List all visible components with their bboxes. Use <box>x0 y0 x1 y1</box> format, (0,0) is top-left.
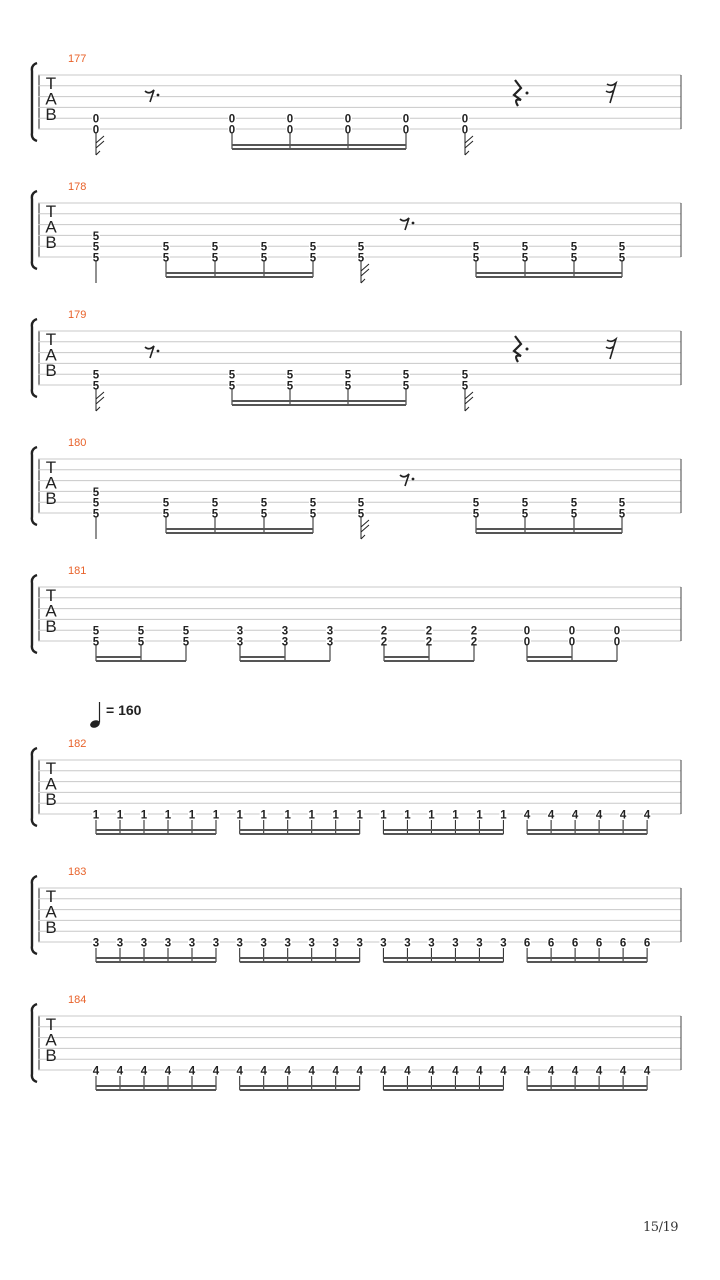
system-measure-177 <box>32 53 681 155</box>
fret-number: 5 <box>344 380 352 393</box>
fret-number: 3 <box>236 937 243 950</box>
fret-number: 1 <box>284 809 291 822</box>
fret-number: 5 <box>570 252 578 265</box>
fret-number: 5 <box>472 241 480 254</box>
rest-dot <box>526 348 529 351</box>
quarter-note-icon <box>89 702 101 729</box>
tab-clef-letter: B <box>45 790 57 809</box>
system-bracket <box>32 63 37 141</box>
note-slash <box>465 136 473 148</box>
fret-number: 4 <box>188 1065 196 1078</box>
fret-number: 0 <box>523 636 531 649</box>
fret-number: 1 <box>476 809 483 822</box>
fret-number: 5 <box>92 508 100 521</box>
fret-number: 2 <box>380 625 388 638</box>
note-slash <box>361 264 369 276</box>
system-measure-181 <box>32 565 681 661</box>
fret-number: 3 <box>188 937 196 950</box>
fret-number: 3 <box>281 636 289 649</box>
fret-number: 5 <box>137 636 145 649</box>
measure-number: 184 <box>68 994 87 1006</box>
note-slash <box>361 279 365 283</box>
fret-number: 4 <box>571 809 579 822</box>
fret-number: 5 <box>570 508 578 521</box>
fret-number: 2 <box>425 636 433 649</box>
fret-number: 5 <box>228 380 236 393</box>
fret-number: 4 <box>523 809 531 822</box>
tab-clef-letter: B <box>45 233 57 252</box>
fret-number: 5 <box>357 252 365 265</box>
fret-number: 5 <box>182 636 190 649</box>
fret-number: 3 <box>236 625 244 638</box>
system-bracket <box>32 1004 37 1082</box>
fret-number: 5 <box>286 369 294 382</box>
fret-number: 0 <box>613 636 621 649</box>
fret-number: 5 <box>618 252 626 265</box>
fret-number: 0 <box>613 625 621 638</box>
tab-clef-letter: A <box>45 89 57 109</box>
fret-number: 1 <box>404 809 411 822</box>
fret-number: 5 <box>162 508 170 521</box>
fret-number: 5 <box>211 497 219 510</box>
fret-number: 3 <box>284 937 291 950</box>
fret-number: 3 <box>164 937 172 950</box>
fret-number: 5 <box>570 241 578 254</box>
rest-dot <box>526 92 529 95</box>
note-slash <box>465 151 469 155</box>
fret-number: 1 <box>380 809 387 822</box>
tab-clef-letter: T <box>45 202 57 221</box>
fret-number: 5 <box>211 241 219 254</box>
fret-number: 4 <box>332 1065 339 1078</box>
fret-number: 3 <box>428 937 435 950</box>
fret-number: 1 <box>332 809 339 822</box>
fret-number: 4 <box>571 1065 579 1078</box>
fret-number: 0 <box>402 124 410 137</box>
note-slash <box>465 392 473 404</box>
tab-clef-letter: T <box>45 887 57 906</box>
tab-clef-letter: B <box>45 489 57 508</box>
fret-number: 5 <box>137 625 145 638</box>
fret-number: 5 <box>521 497 529 510</box>
fret-number: 0 <box>523 625 531 638</box>
tab-clef-letter: A <box>45 774 57 794</box>
system-bracket <box>32 748 37 826</box>
fret-number: 5 <box>521 508 529 521</box>
fret-number: 4 <box>308 1065 315 1078</box>
fret-number: 5 <box>92 380 100 393</box>
note-slash <box>96 392 104 404</box>
fret-number: 5 <box>472 252 480 265</box>
fret-number: 5 <box>162 241 170 254</box>
measure-number: 179 <box>68 309 87 321</box>
system-measure-179 <box>32 309 681 411</box>
fret-number: 5 <box>92 252 100 265</box>
rest-dot <box>412 222 415 225</box>
fret-number: 4 <box>92 1065 100 1078</box>
fret-number: 0 <box>286 124 294 137</box>
tab-clef-letter: B <box>45 105 57 124</box>
fret-number: 5 <box>461 369 469 382</box>
system-measure-184 <box>32 994 681 1090</box>
fret-number: 5 <box>618 508 626 521</box>
measure-number: 181 <box>68 565 87 577</box>
system-measure-178 <box>32 181 681 283</box>
note-slash <box>96 136 104 148</box>
fret-number: 0 <box>286 113 294 126</box>
fret-number: 5 <box>357 508 365 521</box>
fret-number: 1 <box>428 809 435 822</box>
tempo-marking <box>89 702 142 729</box>
page-number: 15/19 <box>643 1220 678 1235</box>
fret-number: 5 <box>162 252 170 265</box>
fret-number: 4 <box>500 1065 507 1078</box>
fret-number: 1 <box>164 809 172 822</box>
fret-number: 5 <box>92 241 100 254</box>
dotted-eighth-rest-icon <box>400 218 409 230</box>
fret-number: 0 <box>402 113 410 126</box>
fret-number: 5 <box>92 636 100 649</box>
fret-number: 5 <box>260 508 268 521</box>
measure-number: 180 <box>68 437 87 449</box>
fret-number: 4 <box>116 1065 124 1078</box>
fret-number: 3 <box>476 937 483 950</box>
fret-number: 1 <box>308 809 315 822</box>
fret-number: 1 <box>500 809 507 822</box>
dotted-eighth-rest-icon <box>145 346 154 358</box>
tab-clef-letter: A <box>45 902 57 922</box>
fret-number: 5 <box>228 369 236 382</box>
fret-number: 5 <box>521 241 529 254</box>
fret-number: 5 <box>309 497 317 510</box>
fret-number: 3 <box>452 937 459 950</box>
fret-number: 5 <box>92 497 100 510</box>
fret-number: 5 <box>92 369 100 382</box>
fret-number: 4 <box>212 1065 220 1078</box>
fret-number: 5 <box>260 241 268 254</box>
fret-number: 4 <box>595 1065 603 1078</box>
fret-number: 3 <box>380 937 387 950</box>
note-slash <box>361 535 365 539</box>
tab-clef-letter: A <box>45 217 57 237</box>
fret-number: 1 <box>116 809 124 822</box>
fret-number: 3 <box>236 636 244 649</box>
fret-number: 3 <box>281 625 289 638</box>
fret-number: 4 <box>284 1065 291 1078</box>
fret-number: 4 <box>356 1065 363 1078</box>
fret-number: 5 <box>570 497 578 510</box>
fret-number: 0 <box>461 113 469 126</box>
fret-number: 6 <box>619 937 627 950</box>
note-slash <box>96 407 100 411</box>
fret-number: 6 <box>571 937 579 950</box>
fret-number: 5 <box>521 252 529 265</box>
fret-number: 3 <box>260 937 267 950</box>
fret-number: 3 <box>326 636 334 649</box>
dotted-eighth-rest-icon <box>400 474 409 486</box>
fret-number: 4 <box>428 1065 435 1078</box>
fret-number: 4 <box>643 1065 651 1078</box>
rest-dot <box>157 94 160 97</box>
fret-number: 0 <box>344 124 352 137</box>
fret-number: 1 <box>92 809 100 822</box>
fret-number: 5 <box>92 625 100 638</box>
fret-number: 3 <box>500 937 507 950</box>
fret-number: 6 <box>643 937 651 950</box>
tempo-label: = 160 <box>106 702 142 718</box>
fret-number: 6 <box>523 937 531 950</box>
fret-number: 4 <box>619 1065 627 1078</box>
system-bracket <box>32 575 37 653</box>
fret-number: 0 <box>568 625 576 638</box>
fret-number: 4 <box>476 1065 483 1078</box>
fret-number: 5 <box>402 380 410 393</box>
system-measure-183 <box>32 866 681 962</box>
fret-number: 5 <box>162 497 170 510</box>
fret-number: 4 <box>547 809 555 822</box>
fret-number: 5 <box>211 508 219 521</box>
rest-dot <box>157 350 160 353</box>
fret-number: 4 <box>380 1065 387 1078</box>
tab-clef-letter: T <box>45 1015 57 1034</box>
note-slash <box>96 151 100 155</box>
fret-number: 3 <box>332 937 339 950</box>
fret-number: 0 <box>92 113 100 126</box>
fret-number: 5 <box>618 241 626 254</box>
tab-clef-letter: T <box>45 330 57 349</box>
fret-number: 5 <box>286 380 294 393</box>
fret-number: 2 <box>425 625 433 638</box>
fret-number: 4 <box>523 1065 531 1078</box>
fret-number: 5 <box>357 497 365 510</box>
fret-number: 1 <box>140 809 148 822</box>
tab-clef-letter: B <box>45 361 57 380</box>
fret-number: 5 <box>472 508 480 521</box>
fret-number: 3 <box>404 937 411 950</box>
fret-number: 1 <box>356 809 363 822</box>
fret-number: 0 <box>228 124 236 137</box>
fret-number: 5 <box>357 241 365 254</box>
fret-number: 0 <box>344 113 352 126</box>
measure-number: 177 <box>68 53 87 65</box>
fret-number: 6 <box>595 937 603 950</box>
note-slash <box>361 520 369 532</box>
fret-number: 4 <box>164 1065 172 1078</box>
fret-number: 4 <box>236 1065 243 1078</box>
dotted-quarter-rest-icon <box>514 336 521 362</box>
fret-number: 1 <box>452 809 459 822</box>
fret-number: 4 <box>140 1065 148 1078</box>
fret-number: 0 <box>228 113 236 126</box>
tab-clef-letter: B <box>45 918 57 937</box>
system-measure-182 <box>32 738 681 834</box>
fret-number: 1 <box>188 809 196 822</box>
dotted-eighth-rest-icon <box>145 90 154 102</box>
fret-number: 5 <box>344 369 352 382</box>
fret-number: 5 <box>309 252 317 265</box>
fret-number: 2 <box>470 636 478 649</box>
fret-number: 4 <box>595 809 603 822</box>
fret-number: 1 <box>236 809 243 822</box>
tab-clef-letter: B <box>45 1046 57 1065</box>
tab-clef-letter: A <box>45 345 57 365</box>
measure-number: 182 <box>68 738 87 750</box>
fret-number: 3 <box>356 937 363 950</box>
fret-number: 4 <box>619 809 627 822</box>
fret-number: 4 <box>452 1065 459 1078</box>
fret-number: 0 <box>461 124 469 137</box>
fret-number: 3 <box>326 625 334 638</box>
tab-clef-letter: A <box>45 473 57 493</box>
fret-number: 5 <box>309 241 317 254</box>
fret-number: 5 <box>461 380 469 393</box>
fret-number: 5 <box>211 252 219 265</box>
rest-dot <box>412 478 415 481</box>
tab-clef-letter: B <box>45 617 57 636</box>
tab-clef-letter: A <box>45 601 57 621</box>
tab-clef-letter: T <box>45 74 57 93</box>
measure-number: 178 <box>68 181 87 193</box>
fret-number: 5 <box>472 497 480 510</box>
system-bracket <box>32 319 37 397</box>
fret-number: 3 <box>308 937 315 950</box>
fret-number: 5 <box>618 497 626 510</box>
fret-number: 5 <box>402 369 410 382</box>
fret-number: 5 <box>309 508 317 521</box>
dotted-quarter-rest-icon <box>514 80 521 106</box>
system-bracket <box>32 447 37 525</box>
fret-number: 4 <box>547 1065 555 1078</box>
tab-clef-letter: T <box>45 458 57 477</box>
tab-clef-letter: T <box>45 586 57 605</box>
fret-number: 4 <box>404 1065 411 1078</box>
fret-number: 5 <box>92 486 100 499</box>
fret-number: 2 <box>380 636 388 649</box>
fret-number: 5 <box>182 625 190 638</box>
fret-number: 5 <box>260 497 268 510</box>
fret-number: 5 <box>260 252 268 265</box>
fret-number: 5 <box>92 230 100 243</box>
fret-number: 2 <box>470 625 478 638</box>
measure-number: 183 <box>68 866 87 878</box>
note-slash <box>465 407 469 411</box>
system-bracket <box>32 191 37 269</box>
fret-number: 0 <box>92 124 100 137</box>
system-bracket <box>32 876 37 954</box>
fret-number: 4 <box>260 1065 267 1078</box>
fret-number: 3 <box>140 937 148 950</box>
fret-number: 0 <box>568 636 576 649</box>
fret-number: 4 <box>643 809 651 822</box>
tab-clef-letter: T <box>45 759 57 778</box>
fret-number: 6 <box>547 937 555 950</box>
fret-number: 3 <box>212 937 220 950</box>
fret-number: 1 <box>260 809 267 822</box>
system-measure-180 <box>32 437 681 539</box>
fret-number: 3 <box>92 937 100 950</box>
fret-number: 3 <box>116 937 124 950</box>
tab-clef-letter: A <box>45 1030 57 1050</box>
fret-number: 1 <box>212 809 220 822</box>
